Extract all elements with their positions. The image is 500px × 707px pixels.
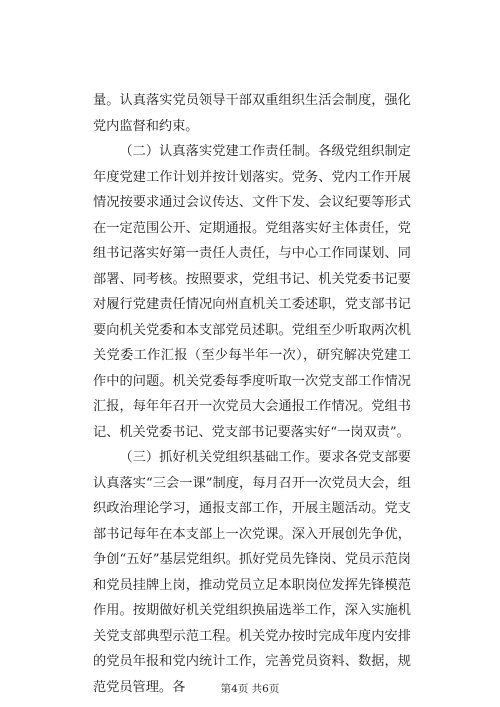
paragraph-3: （三）抓好机关党组织基础工作。要求各党支部要认真落实“三会一课”制度，每月召开一次党员大会，组织政治理论学习，通报支部工作，开展主题活动。党支部书记每年在本支部上一次党课。深入开展创先争优，争创“五好”基层党组织。抓好党员先锋岗、党员示范岗和党员挂牌上岗，推动党员立足本职岗位发挥先锋模范作用。按期做好机关党组织换届选举工作，深入实施机关党支部典型示范工程。机关党办按时完成年度内安排的党员年报和党内统计工作，完善党员资料、数据，规范党员管理。各 (93, 450, 411, 695)
document-body (93, 88, 411, 700)
page-number-footer: 第4页 共6页 (220, 683, 280, 695)
paragraph-1: 量。认真落实党员领导干部双重组织生活会制度，强化党内监督和约束。 (93, 93, 411, 134)
paragraph-2: （二）认真落实党建工作责任制。各级党组织制定年度党建工作计划并按计划落实。党务、党内工作开展情况按要求通过会议传达、文件下发、会议纪要等形式在一定范围公开、定期通报。党组落实好主体责任，党组书记落实好第一责任人责任，与中心工作同谋划、同部署、同考核。按照要求，党组书记、机关党委书记要对履行党建责任情况向州直机关工委述职，党支部书记要向机关党委和本支部党员述职。党组至少听取两次机关党委工作汇报（至少每半年一次），研究解决党建工作中的问题。机关党委每季度听取一次党支部工作情况汇报，每年年召开一次党员大会通报工作情况。党组书记、机关党委书记、党支部书记要落实好“一岗双责”。 (93, 144, 411, 440)
